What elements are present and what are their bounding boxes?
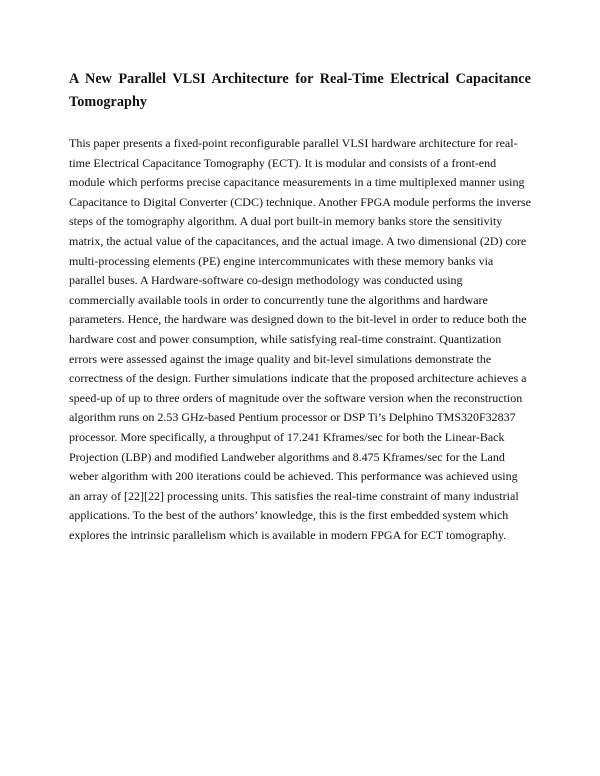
- paper-title: A New Parallel VLSI Architecture for Real-Time Electrical Capacitance Tomography: [69, 71, 531, 110]
- abstract-paragraph: This paper presents a fixed-point reconfigurable parallel VLSI hardware architecture for real-time Electrical Capacitance Tomography (ECT). It is modular and consists of a front-end module which performs precise capacitance measurements in a time multiplexed manner using Capacitance to Digital Converter (CDC) technique. Another FPGA module performs the inverse steps of the tomography algorithm. A dual port built-in memory banks store the sensitivity matrix, the actual value of the capacitances, and the actual image. A two dimensional (2D) core multi-processing elements (PE) engine intercommunicates with these memory banks via parallel buses. A Hardware-software co-design methodology was conducted using commercially available tools in order to concurrently tune the algorithms and hardware parameters. Hence, the hardware was designed down to the bit-level in order to reduce both the hardware cost and power consumption, while satisfying real-time constraint. Quantization errors were assessed against the image quality and bit-level simulations demonstrate the correctness of the design. Further simulations indicate that the proposed architecture achieves a speed-up of up to three orders of magnitude over the software version when the reconstruction algorithm runs on 2.53 GHz-based Pentium processor or DSP Ti’s Delphino TMS320F32837 processor. More specifically, a throughput of 17.241 Kframes/sec for both the Linear-Back Projection (LBP) and modified Landweber algorithms and 8.475 Kframes/sec for the Land weber algorithm with 200 iterations could be achieved. This performance was achieved using an array of [22][22] processing units. This satisfies the real-time constraint of many industrial applications. To the best of the authors’ knowledge, this is the first embedded system which explores the intrinsic parallelism which is available in modern FPGA for ECT tomography.: [69, 136, 531, 542]
